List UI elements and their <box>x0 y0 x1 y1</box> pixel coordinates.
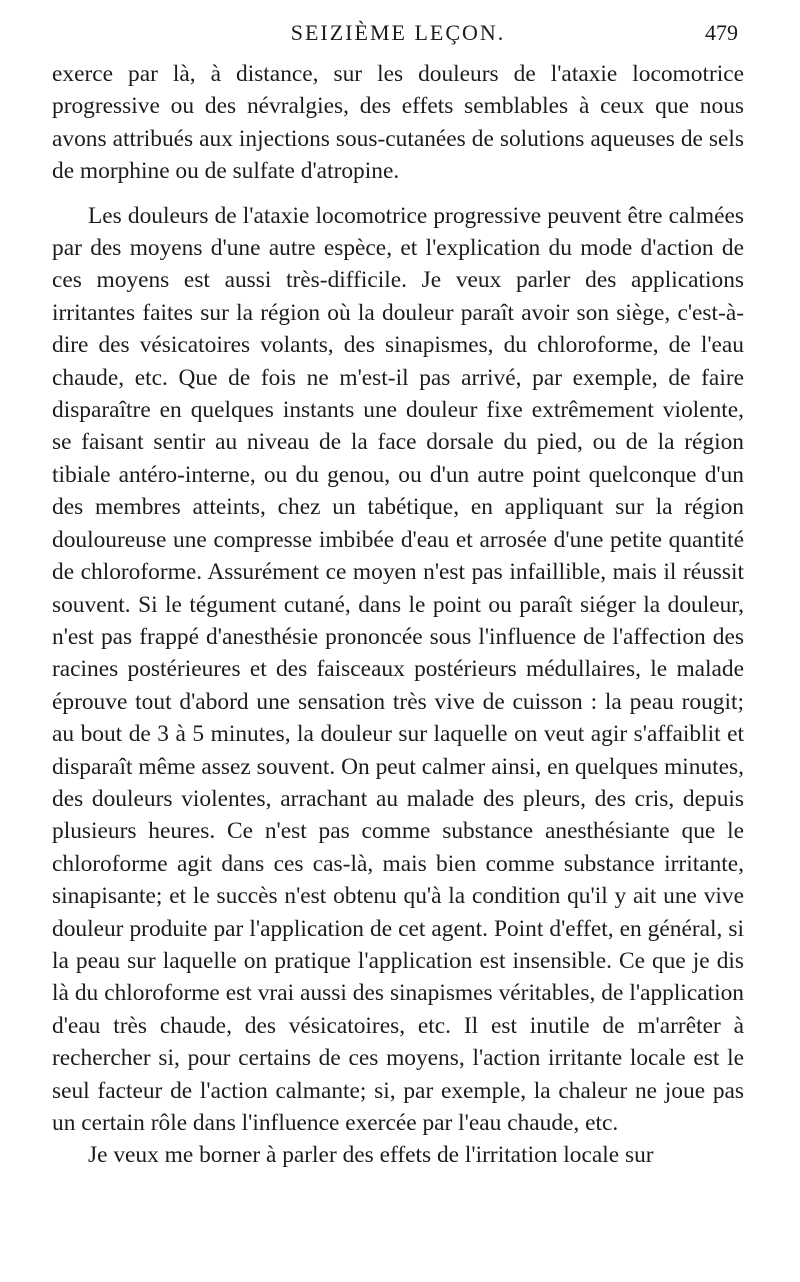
running-head <box>52 14 744 58</box>
body-text <box>52 58 744 1172</box>
paragraph-3: Je veux me borner à parler des effets de l'irritation locale sur <box>88 1142 654 1169</box>
page-number: 479 <box>705 20 738 45</box>
paragraph-2: Les douleurs de l'ataxie locomotrice progressive peuvent être calmées par des moyens d'une autre espèce, et l'explication du mode d'action de ces moyens est aussi très-difficile. Je veux parler des applications irritantes faites sur la région où la douleur paraît avoir son siège, c'est-à-dire des vésicatoires volants, des sinapismes, du chloroforme, de l'eau chaude, etc. Que de fois ne m'est-il pas arrivé, par exemple, de faire disparaître en quelques instants une douleur fixe extrêmement violente, se faisant sentir au niveau de la face dorsale du pied, ou de la région tibiale antéro-interne, ou du genou, ou d'un autre point quelconque d'un des membres atteints, chez un tabétique, en appliquant sur la région douloureuse une compresse imbibée d'eau et arrosée d'une petite quantité de chloroforme. Assurément ce moyen n'est pas infaillible, mais il réussit souvent. Si le tégument cutané, dans le point ou paraît siéger la douleur, n'est pas frappé d'anesthésie prononcée sous l'influence de l'affection des racines postérieures et des faisceaux postérieurs médullaires, le malade éprouve tout d'abord une sensation très vive de cuisson : la peau rougit; au bout de 3 à 5 minutes, la douleur sur laquelle on veut agir s'affaiblit et disparaît même assez souvent. On peut calmer ainsi, en quelques minutes, des douleurs violentes, arrachant au malade des pleurs, des cris, depuis plusieurs heures. Ce n'est pas comme substance anesthésiante que le chloroforme agit dans ces cas-là, mais bien comme substance irritante, sinapisante; et le succès n'est obtenu qu'à la condition qu'il y ait une vive douleur produite par l'application de cet agent. Point d'effet, en général, si la peau sur laquelle on pratique l'application est insensible. Ce que je dis là du chloroforme est vrai aussi des sinapismes véritables, de l'application d'eau très chaude, des vésicatoires, etc. Il est inutile de m'arrêter à rechercher si, pour certains de ces moyens, l'action irritante locale est le seul facteur de l'action calmante; si, par exemple, la chaleur ne joue pas un certain rôle dans l'influence exercée par l'eau chaude, etc. <box>52 202 744 1136</box>
chapter-title: SEIZIÈME LEÇON. <box>290 20 506 45</box>
paragraph-1: exerce par là, à distance, sur les douleurs de l'ataxie locomotrice progressive ou des névralgies, des effets semblables à ceux que nous avons attribués aux injections sous-cutanées de solutions aqueuses de sels de morphine ou de sulfate d'atropine. <box>52 61 744 185</box>
